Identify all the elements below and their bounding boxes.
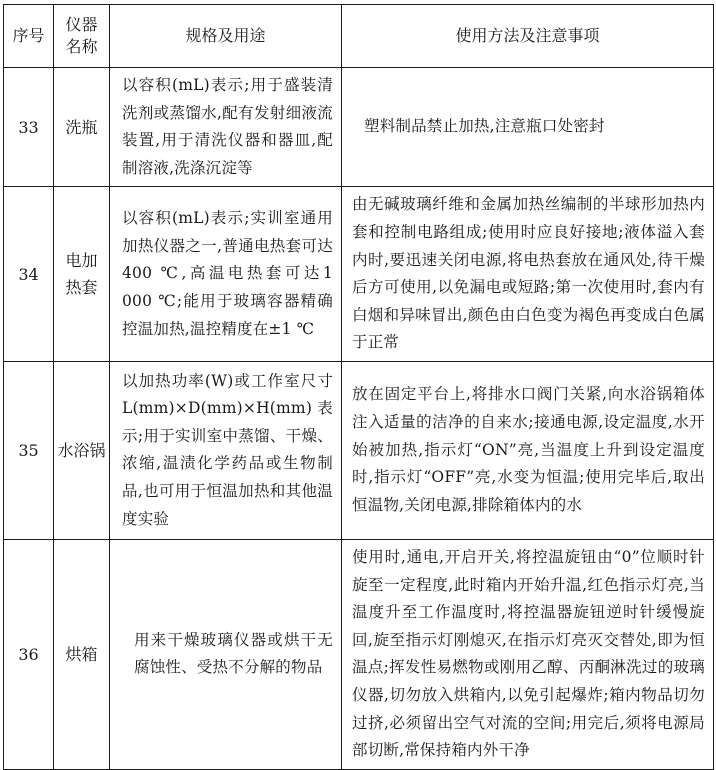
spec-cell: 用来干燥玻璃仪器或烘干无腐蚀性、受热不分解的物品 — [110, 539, 342, 769]
row-number: 33 — [4, 68, 54, 187]
instrument-name: 洗瓶 — [54, 68, 110, 187]
table-row — [4, 361, 714, 539]
header-no: 序号 — [4, 5, 54, 68]
spec-cell: 以容积(mL)表示;用于盛装清洗剂或蒸馏水,配有发射细液流装置,用于清洗仪器和器皿,配制溶液,洗涤沉淀等 — [110, 68, 342, 187]
row-number: 35 — [4, 361, 54, 539]
instrument-name: 电加热套 — [54, 187, 110, 362]
header-instrument-line2: 名称 — [65, 37, 98, 56]
header-instrument-name — [54, 5, 110, 68]
instrument-name: 水浴锅 — [54, 361, 110, 539]
table-row — [4, 68, 714, 187]
row-number: 34 — [4, 187, 54, 362]
spec-cell: 以容积(mL)表示;实训室通用加热仪器之一,普通电热套可达400 ℃,高温电热套可达1 000 ℃;能用于玻璃容器精确控温加热,温控精度在±1 ℃ — [110, 187, 342, 362]
instrument-table — [3, 4, 714, 770]
instrument-name: 烘箱 — [54, 539, 110, 769]
header-usage: 使用方法及注意事项 — [342, 5, 714, 68]
table-row — [4, 187, 714, 362]
usage-cell: 塑料制品禁止加热,注意瓶口处密封 — [342, 68, 714, 187]
table-row — [4, 539, 714, 769]
usage-cell: 放在固定平台上,将排水口阀门关紧,向水浴锅箱体注入适量的洁净的自来水;接通电源,设定温度,水开始被加热,指示灯“ON”亮,当温度上升到设定温度时,指示灯“OFF”亮,水变为恒温;使用完毕后,取出恒温物,关闭电源,排除箱体内的水 — [342, 361, 714, 539]
usage-cell: 使用时,通电,开启开关,将控温旋钮由“0”位顺时针旋至一定程度,此时箱内开始升温,红色指示灯亮,当温度升至工作温度时,将控温器旋钮逆时针缓慢旋回,旋至指示灯刚熄灭,在指示灯亮灭交替处,即为恒温点;挥发性易燃物或刚用乙醇、丙酮淋洗过的玻璃仪器,切勿放入烘箱内,以免引起爆炸;箱内物品切勿过挤,必须留出空气对流的空间;用完后,须将电源局部切断,常保持箱内外干净 — [342, 539, 714, 769]
header-row — [4, 5, 714, 68]
spec-cell: 以加热功率(W)或工作室尺寸L(mm)×D(mm)×H(mm)表示;用于实训室中蒸馏、干燥、浓缩,温渍化学药品或生物制品,也可用于恒温加热和其他温度实验 — [110, 361, 342, 539]
header-instrument-line1: 仪器 — [65, 15, 98, 34]
usage-cell: 由无碱玻璃纤维和金属加热丝编制的半球形加热内套和控制电路组成;使用时应良好接地;液体溢入套内时,要迅速关闭电源,将电热套放在通风处,待干燥后方可使用,以免漏电或短路;第一次使用时,套内有白烟和异味冒出,颜色由白色变为褐色再变成白色属于正常 — [342, 187, 714, 362]
row-number: 36 — [4, 539, 54, 769]
header-spec: 规格及用途 — [110, 5, 342, 68]
